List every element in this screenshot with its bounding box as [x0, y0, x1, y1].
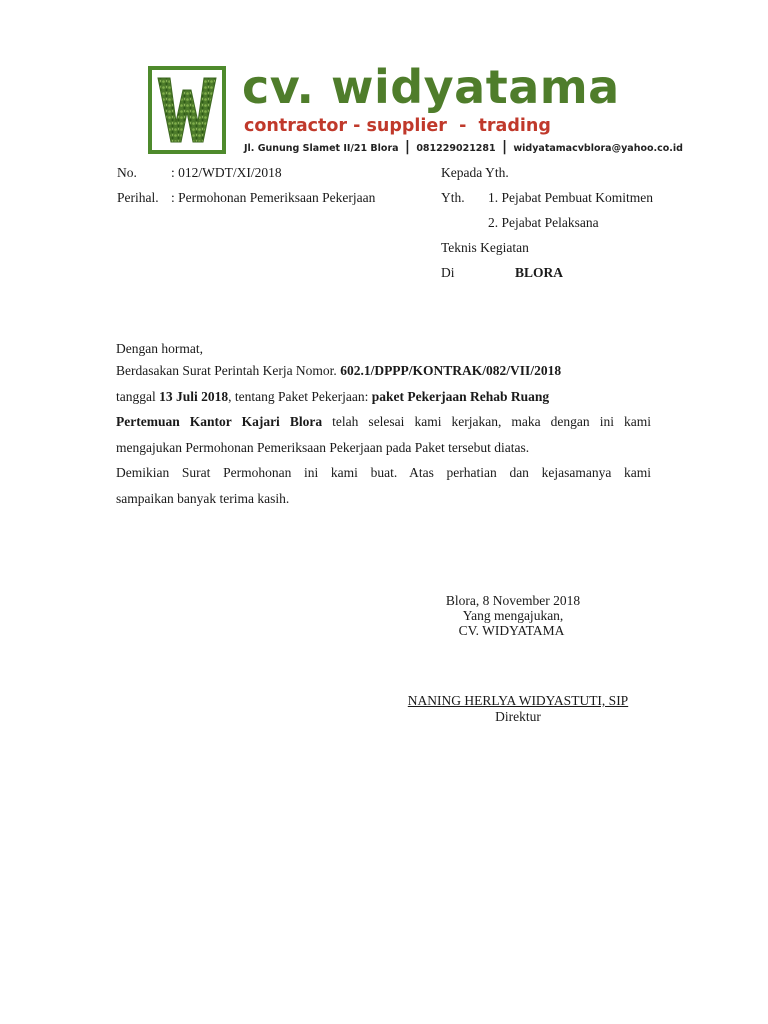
company-tagline: contractor - supplier - trading — [244, 116, 551, 136]
greeting: Dengan hormat, — [116, 341, 203, 356]
signer-title: Direktur — [495, 709, 541, 724]
body-text: , tentang Paket Pekerjaan: — [228, 388, 369, 404]
recipient-item-3: Teknis Kegiatan — [441, 240, 529, 255]
no-label: No. — [117, 165, 137, 180]
body-text: Berdasakan Surat Perintah Kerja Nomor. — [116, 363, 337, 378]
place-date: Blora, 8 November 2018 — [445, 593, 581, 608]
contract-number: 602.1/DPPP/KONTRAK/082/VII/2018 — [340, 363, 562, 378]
recipient-item-2: 2. Pejabat Pelaksana — [488, 215, 599, 230]
body-line: sampaikan banyak terima kasih. — [116, 490, 290, 506]
body-text: telah selesai kami kerjakan, maka dengan ini kami — [332, 414, 651, 429]
recipient-kepada: Kepada Yth. — [441, 165, 509, 180]
company-name: cv. widyatama — [242, 60, 620, 114]
body-line — [116, 409, 651, 435]
company-address: Jl. Gunung Slamet II/21 Blora — [244, 143, 399, 154]
body-line: mengajukan Permohonan Pemeriksaan Pekerjaan pada Paket tersebut diatas. — [116, 439, 530, 455]
logo-w-mark — [156, 74, 218, 146]
closing-block — [408, 593, 618, 638]
perihal-label: Perihal. — [117, 190, 159, 205]
body-text: Demikian Surat Permohonan ini kami buat. Atas perhatian dan kejasamanya kami — [116, 465, 651, 480]
company-phone: 081229021281 — [416, 143, 496, 154]
company-contact — [244, 139, 683, 155]
package-name: paket Pekerjaan Rehab Ruang — [371, 388, 550, 404]
recipient-item-1: 1. Pejabat Pembuat Komitmen — [488, 190, 653, 205]
signer-block — [380, 693, 656, 724]
perihal-value: : Permohonan Pemeriksaan Pekerjaan — [171, 190, 376, 205]
body-text: tanggal — [116, 388, 156, 404]
body-line — [116, 358, 651, 384]
no-value: : 012/WDT/XI/2018 — [171, 165, 282, 180]
package-name: Pertemuan Kantor Kajari Blora — [116, 414, 323, 429]
recipient-yth: Yth. — [441, 190, 465, 205]
body-line — [116, 384, 651, 410]
body-paragraph-1 — [116, 358, 651, 511]
body-line — [116, 460, 651, 486]
company-logo — [148, 66, 226, 154]
contract-date: 13 Juli 2018 — [159, 388, 229, 404]
company-email: widyatamacvblora@yahoo.co.id — [513, 143, 683, 154]
closing-company: CV. WIDYATAMA — [458, 623, 565, 638]
separator: | — [404, 139, 410, 155]
submitted-by: Yang mengajukan, — [462, 608, 564, 623]
separator: | — [501, 139, 508, 155]
signer-name: NANING HERLYA WIDYASTUTI, SIP — [407, 693, 629, 708]
recipient-di-label: Di — [441, 265, 455, 280]
letterhead — [148, 60, 683, 156]
recipient-di-value: BLORA — [515, 265, 564, 280]
